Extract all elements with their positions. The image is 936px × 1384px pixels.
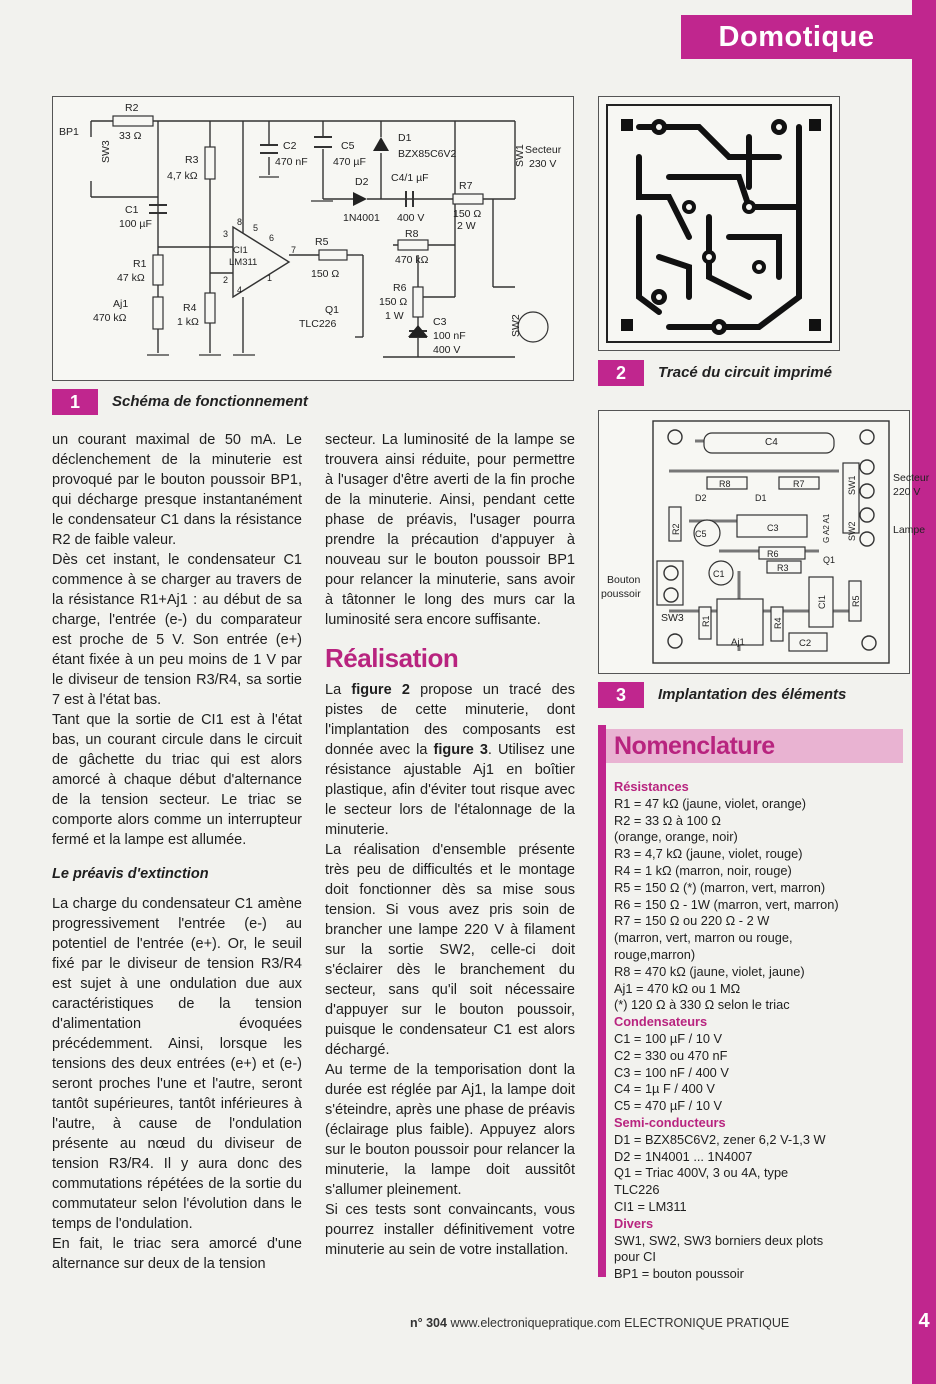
label-r8: R8 [405,228,419,240]
pin-2: 2 [223,275,229,285]
figure-2-caption: Tracé du circuit imprimé [658,364,832,381]
divers-item: SW1, SW2, SW3 borniers deux plots [614,1232,824,1248]
semiconducteur-item: D2 = 1N4001 ... 1N4007 [614,1148,753,1164]
resistance-item: (marron, vert, marron ou rouge, [614,930,793,946]
layout-r4: R4 [773,617,783,629]
label-r5: R5 [315,236,329,248]
layout-c4: C4 [765,437,778,448]
figure-2-number: 2 [598,360,644,386]
label-r6: R6 [393,282,407,294]
resistance-item: R3 = 4,7 kΩ (jaune, violet, rouge) [614,846,803,862]
paragraph: En fait, le triac sera amorcé d'une alternance sur deux de la tension [52,1236,302,1272]
pcb-tracks-drawing [599,97,839,350]
resistance-item: R5 = 150 Ω (*) (marron, vert, marron) [614,879,826,895]
layout-sw3: SW3 [661,612,684,624]
label-r7-value1: 150 Ω [453,208,482,220]
pin-5: 5 [253,223,259,233]
divers-item: pour CI [614,1249,656,1265]
figure-reference: figure 2 [351,682,410,698]
divers-item: BP1 = bouton poussoir [614,1266,744,1282]
resistance-item: rouge,marron) [614,946,696,962]
resistance-item: R8 = 470 kΩ (jaune, violet, jaune) [614,963,805,979]
label-c3-value1: 100 nF [433,330,466,342]
layout-220v: 220 V [893,486,921,498]
layout-q1: Q1 [823,555,836,565]
label-sw2: SW2 [510,314,522,337]
page-footer [410,1316,789,1330]
pin-3: 3 [223,229,229,239]
layout-c5: C5 [695,529,707,539]
label-r1: R1 [133,258,147,270]
label-d1-value: BZX85C6V2 [398,148,457,160]
paragraph: Tant que la sortie de CI1 est à l'état bas, un courant circule dans le circuit de gâchette du triac qui est alors amorcé à chaque début d'alternance de la tension secteur. Le triac se comporte alors comme un interrupteur fermé et la lampe est allumée. [52,712,302,848]
label-c2: C2 [283,140,297,152]
label-aj1: Aj1 [113,298,129,310]
component-layout-drawing [599,411,930,673]
label-r1-value: 47 kΩ [117,272,145,284]
resistance-item: R4 = 1 kΩ (marron, noir, rouge) [614,862,792,878]
label-c4: C4/1 µF [391,172,429,184]
label-ci1-value: LM311 [229,257,258,268]
paragraph: La réalisation d'ensemble présente très peu de difficultés et le montage doit fonctionner dès sa mise sous tension. Si vous avez pris soin de brancher une lampe 220 V à filament sur la sortie SW2, celle-ci doit s'éclairer dès le branchement du secteur, sans qu'il soit nécessaire d'appuyer sur le bouton poussoir, puisque le condensateur C1 est alors déchargé. [325,842,575,1058]
article-column-1 [52,430,302,1274]
semiconducteur-item: TLC226 [614,1182,660,1198]
resistance-item: R6 = 150 Ω - 1W (marron, vert, marron) [614,896,839,912]
figure-1-schematic [52,96,574,381]
label-secteur: Secteur [525,144,562,156]
pin-8: 8 [237,217,243,227]
layout-c1: C1 [713,569,725,579]
condensateur-item: C4 = 1µ F / 400 V [614,1081,715,1097]
label-d2: D2 [355,176,369,188]
label-r8-value: 470 kΩ [395,254,429,266]
resistance-item: R1 = 47 kΩ (jaune, violet, orange) [614,795,807,811]
figure-3-number: 3 [598,682,644,708]
section-header: Domotique [681,15,912,59]
layout-r7: R7 [793,479,805,489]
semiconducteur-item: D1 = BZX85C6V2, zener 6,2 V-1,3 W [614,1131,826,1147]
magazine-name: ELECTRONIQUE PRATIQUE [624,1316,790,1330]
figure-3-caption: Implantation des éléments [658,686,847,703]
layout-r6: R6 [767,549,779,559]
figure-1-number: 1 [52,389,98,415]
label-r6-value1: 150 Ω [379,296,408,308]
page-number: 4 [918,1310,930,1332]
label-c5: C5 [341,140,355,152]
layout-ci1: CI1 [817,594,827,609]
layout-c2: C2 [799,638,812,649]
label-bp1: BP1 [59,126,79,138]
nomenclature-heading-condensateurs: Condensateurs [614,1014,708,1030]
pin-6: 6 [269,233,275,243]
paragraph: La figure 2 propose un tracé des pistes de cette minuterie, dont l'implantation des composants est donnée avec la figure 3. Utilisez une résistance ajustable Aj1 en boîtier plastique, afin d'éviter tout risque avec le secteur lors de l'étalonnage de la minuterie. [325,682,576,838]
semiconducteur-item: CI1 = LM311 [614,1198,687,1214]
condensateur-item: C5 = 470 µF / 10 V [614,1098,723,1114]
label-q1: Q1 [325,304,340,316]
layout-aj1: Aj1 [731,637,745,648]
nomenclature-heading-resistances: Résistances [614,779,689,794]
label-r2: R2 [125,102,139,114]
paragraph: Dès cet instant, le condensateur C1 commence à se charger au travers de la résistance R1+Aj1 : au début de sa charge, l'entrée (e-) du comparateur est proche de 5 V. Son entrée (e+) étant fixée à un peu moins de 1 V par le diviseur de tension R3/R4, sa sortie 7 est à l'état bas. [52,552,302,708]
layout-sw1: SW1 [847,475,857,495]
layout-gak: G A2 A1 [822,513,831,543]
website: www.electroniquepratique.com [450,1316,621,1330]
pin-1: 1 [267,273,273,283]
label-c3-value2: 400 V [433,344,461,356]
condensateur-item: C3 = 100 nF / 400 V [614,1064,729,1080]
nomenclature-list [614,779,908,1283]
label-c1: C1 [125,204,139,216]
figure-reference: figure 3 [433,742,488,758]
label-sw1: SW1 [514,144,526,167]
figure-2-pcb [598,96,840,351]
label-d1: D1 [398,132,412,144]
figure-1-caption: Schéma de fonctionnement [112,393,308,410]
layout-sw2: SW2 [847,521,857,541]
label-aj1-value: 470 kΩ [93,312,127,324]
label-r7-value2: 2 W [457,220,476,232]
label-r6-value2: 1 W [385,310,404,322]
layout-bouton: Bouton [607,574,641,586]
label-c3: C3 [433,316,447,328]
resistance-item: R2 = 33 Ω à 100 Ω [614,812,721,828]
label-r3: R3 [185,154,199,166]
paragraph: un courant maximal de 50 mA. Le déclenchement de la minuterie est provoqué par le bouton poussoir BP1, qui décharge presque instantanément le condensateur C1 dans la résistance R2 de faible valeur. [52,432,302,548]
label-d2-value: 1N4001 [343,212,380,224]
nomenclature-title: Nomenclature [614,732,775,760]
pin-4: 4 [237,285,243,295]
section-heading: Réalisation [325,643,459,673]
resistance-item: R7 = 150 Ω ou 220 Ω - 2 W [614,913,770,929]
paragraph: Si ces tests sont convaincants, vous pourrez installer définitivement votre minuterie au sein de votre installation. [325,1202,575,1258]
condensateur-item: C1 = 100 µF / 10 V [614,1030,723,1046]
label-ci1: CI1 [233,245,248,256]
page-edge-strip [912,0,936,1384]
layout-d2: D2 [695,493,707,503]
label-c4-value: 400 V [397,212,425,224]
nomenclature-heading-divers: Divers [614,1215,654,1231]
semiconducteur-item: Q1 = Triac 400V, 3 ou 4A, type [614,1165,789,1181]
layout-r3: R3 [777,563,789,573]
label-c2-value: 470 nF [275,156,308,168]
layout-r8: R8 [719,479,731,489]
layout-lampe: Lampe [893,524,926,536]
label-r2-value: 33 Ω [119,130,142,142]
issue-number: n° 304 [410,1316,447,1330]
layout-secteur: Secteur [893,472,930,484]
figure-3-layout [598,410,930,674]
resistance-item: (orange, orange, noir) [614,829,738,845]
label-r3-value: 4,7 kΩ [167,170,198,182]
nomenclature-heading-semi: Semi-conducteurs [614,1114,726,1130]
article-column-2 [325,430,575,1260]
label-r7: R7 [459,180,473,192]
label-r4-value: 1 kΩ [177,316,199,328]
nomenclature-accent-bar [598,725,606,1277]
resistance-item: (*) 120 Ω à 330 Ω selon le triac [614,997,790,1013]
subheading: Le préavis d'extinction [52,866,209,882]
layout-r5: R5 [851,595,861,607]
paragraph: La charge du condensateur C1 amène progressivement l'entrée (e-) au potentiel de l'entrée (e+). Or, le seuil fixé par le diviseur de tension R3/R4 est sujet à une ondulation due aux caractéristiques de la tension d'alimentation évoquées précédemment. Ainsi, lorsque les tensions des deux entrées (e+) et (e-) seront proches l'une et l'autre, seront tantôt supérieures, tantôt inférieures à l'autre, à cause de l'ondulation présente au nœud du diviseur de tension R3/R4. Il y aura donc des commutations répétées de la sortie du commutateur selon l'évolution dans le temps de l'ondulation. [52,896,302,1232]
paragraph: secteur. La luminosité de la lampe se trouvera ainsi réduite, pour permettre à l'usager d'être averti de la fin proche de la minuterie. Ainsi, pendant cette phase de préavis, l'usager pourra prendre la précaution d'appuyer à nouveau sur le bouton poussoir BP1 pour relancer la minuterie, sans avoir à tâtonner le long des murs car la luminosité sera encore suffisante. [325,432,575,628]
resistance-item: Aj1 = 470 kΩ ou 1 MΩ [614,980,741,996]
layout-d1: D1 [755,493,767,503]
label-sw3: SW3 [100,140,112,163]
schematic-drawing [53,97,573,380]
label-c1-value: 100 µF [119,218,152,230]
label-c5-value: 470 µF [333,156,366,168]
layout-r2: R2 [671,523,681,535]
layout-c3: C3 [767,523,779,533]
condensateur-item: C2 = 330 ou 470 nF [614,1047,728,1063]
pin-7: 7 [291,245,297,255]
paragraph: Au terme de la temporisation dont la durée est réglée par Aj1, la lampe doit s'éteindre, après une phase de préavis (éclairage plus faible). Appuyez alors sur le bouton poussoir pour relancer la minuterie, la lampe doit aussitôt s'allumer pleinement. [325,1062,575,1198]
layout-r1: R1 [701,615,711,627]
label-q1-value: TLC226 [299,318,337,330]
label-230v: 230 V [529,158,557,170]
layout-poussoir: poussoir [601,588,641,600]
nomenclature-box [598,725,910,1282]
label-r4: R4 [183,302,197,314]
label-r5-value: 150 Ω [311,268,340,280]
